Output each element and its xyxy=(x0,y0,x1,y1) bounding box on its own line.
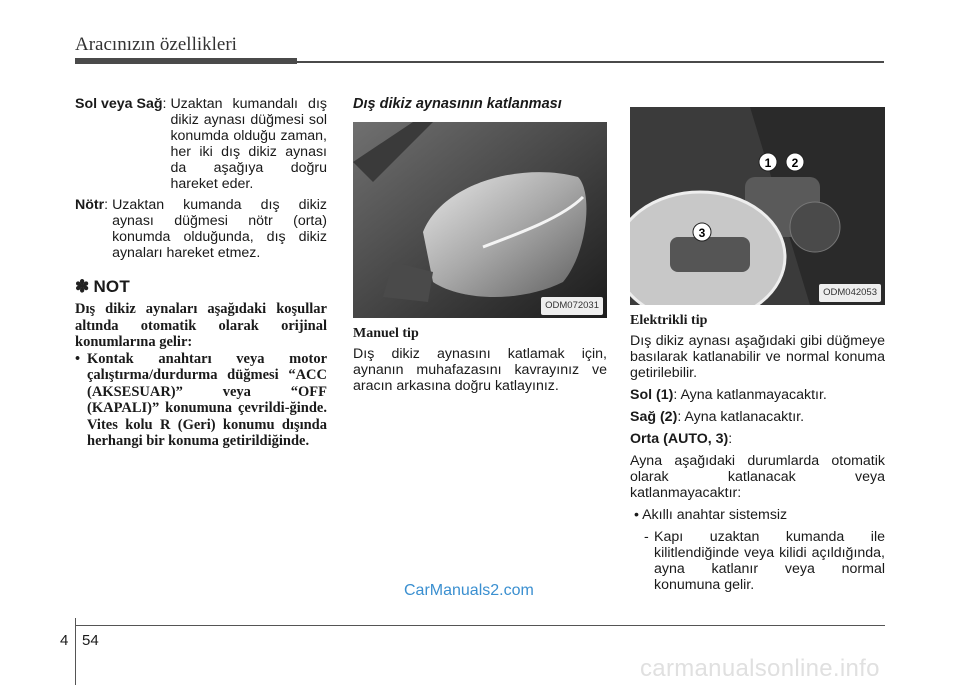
switch-photo xyxy=(630,107,885,305)
center-line: Orta (AUTO, 3): xyxy=(630,431,733,447)
note-star-icon: ✽ xyxy=(75,277,90,296)
manual-text: Dış dikiz aynasını katlamak için, aynanın muhafazasını kavrayınız ve aracın arkasına doğru katlayınız. xyxy=(353,346,607,394)
site-watermark: carmanualsonline.info xyxy=(640,655,880,682)
definition-left-right: Sol veya Sağ : Uzaktan kumandalı dış dikiz aynası düğmesi sol konumda olduğu zaman, her iki dış dikiz aynası da aşağıya doğru hareket eder. xyxy=(75,96,327,192)
note-title: NOT xyxy=(93,277,130,296)
left-line xyxy=(630,387,885,403)
definition-term: Sol veya Sağ xyxy=(75,96,163,112)
header-bar xyxy=(75,58,297,64)
electric-text: Dış dikiz aynası aşağıdaki gibi düğmeye basılarak katlanabilir ve normal konuma getirilebilir. xyxy=(630,333,885,381)
left-term: Sol (1) xyxy=(630,387,674,403)
right-term: Sağ (2) xyxy=(630,409,678,425)
image-label: ODM072031 xyxy=(541,297,603,315)
svg-text:2: 2 xyxy=(791,156,799,170)
note-intro: Dış dikiz aynaları aşağıdaki koşullar altında otomatik olarak orijinal konumlarına gelir: xyxy=(75,301,327,350)
svg-text:1: 1 xyxy=(764,156,772,170)
left-desc: : Ayna katlanmayacaktır. xyxy=(673,387,827,403)
bullet-text: Akıllı anahtar sistemsiz xyxy=(642,507,788,523)
bullet-line: • Akıllı anahtar sistemsiz xyxy=(630,507,788,523)
mirror-illustration xyxy=(353,122,607,318)
page-number: 54 xyxy=(82,632,99,649)
footer-rule xyxy=(75,625,885,626)
column-left xyxy=(75,96,327,450)
definition-desc: Uzaktan kumandalı dış dikiz aynası düğmesi sol konumda olduğu zaman, her iki dış dikiz aynası da aşağıya doğru hareket eder. xyxy=(170,96,327,192)
page-header-title: Aracınızın özellikleri xyxy=(75,34,237,55)
dash-item: - Kapı uzaktan kumanda ile kilitlendiğinde veya kilidi açıldığında, ayna katlanır veya normal konumuna gelir. xyxy=(644,529,885,593)
manual-title: Manuel tip xyxy=(353,326,419,341)
definition-desc: Uzaktan kumanda dış dikiz aynası düğmesi nötr (orta) konumda olduğunda, dış dikiz aynaları hareket etmez. xyxy=(112,197,327,261)
definition-neutral: Nötr : Uzaktan kumanda dış dikiz aynası düğmesi nötr (orta) konumda olduğunda, dış dikiz aynaları hareket etmez. xyxy=(75,197,327,261)
switch-illustration xyxy=(630,107,885,305)
section-title: Dış dikiz aynasının katlanması xyxy=(353,96,562,112)
column-right xyxy=(630,96,885,593)
note-bullet: • Kontak anahtarı veya motor çalıştırma/durdurma düğmesi “ACC (AKSESUAR)” veya “OFF (KAPALI)” konumuna çevrildi-ğinde. Vites kolu R (Geri) konumu dışında herhangi bir konuma getirildiğinde. xyxy=(75,350,327,449)
mirror-photo xyxy=(353,122,607,318)
note-bullet-text: Kontak anahtarı veya motor çalıştırma/durdurma düğmesi “ACC (AKSESUAR)” veya “OFF (KAPALI)” konumuna çevrildi-ğinde. Vites kolu R (Geri) konumu dışında herhangi bir konuma getirildiğinde. xyxy=(87,350,327,449)
header-rule xyxy=(297,61,884,63)
column-middle xyxy=(353,96,607,400)
right-desc: : Ayna katlanacaktır. xyxy=(677,409,805,425)
note-heading xyxy=(75,279,327,295)
right-line xyxy=(630,409,885,425)
watermark-link[interactable]: CarManuals2.com xyxy=(404,582,534,599)
center-term: Orta (AUTO, 3) xyxy=(630,431,729,447)
footer-divider xyxy=(75,618,76,685)
definition-term: Nötr xyxy=(75,197,105,213)
svg-text:3: 3 xyxy=(698,226,706,240)
dash-text: Kapı uzaktan kumanda ile kilitlendiğinde veya kilidi açıldığında, ayna katlanır veya normal konumuna gelir. xyxy=(654,529,885,593)
center-text: Ayna aşağıdaki durumlarda otomatik olarak katlanacak veya katlanmayacaktır: xyxy=(630,453,885,501)
section-number: 4 xyxy=(60,632,69,649)
image-label: ODM042053 xyxy=(819,284,881,302)
electric-title: Elektrikli tip xyxy=(630,313,708,328)
